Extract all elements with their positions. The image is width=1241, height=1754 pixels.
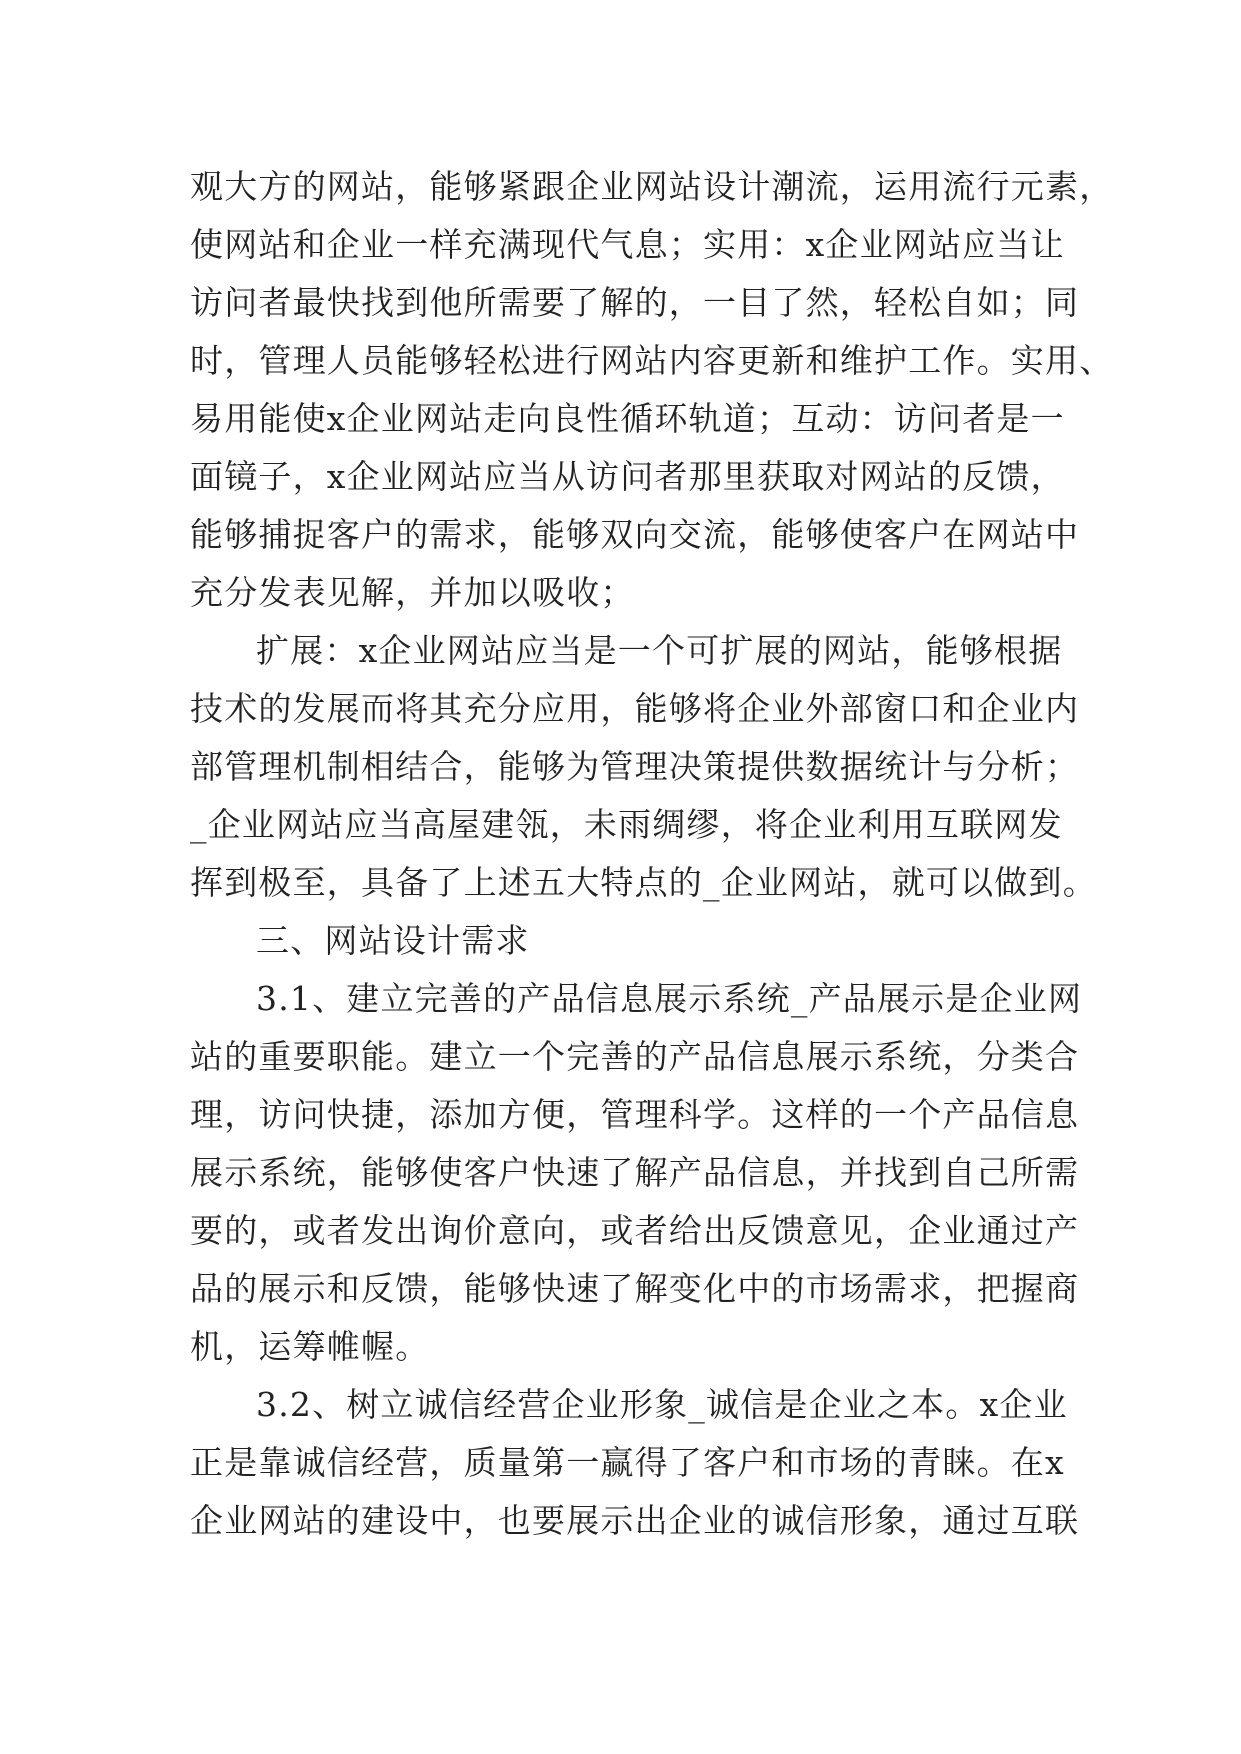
document-body: [190, 158, 1114, 1550]
text-line: 站的重要职能。建立一个完善的产品信息展示系统，分类合: [190, 1037, 1080, 1076]
text-line-paragraph-start: 3.1、建立完善的产品信息展示系统_产品展示是企业网: [256, 979, 1083, 1018]
text-line: 易用能使x企业网站走向良性循环轨道；互动：访问者是一: [190, 399, 1065, 438]
section-heading: 三、网站设计需求: [256, 921, 530, 960]
text-line: 理，访问快捷，添加方便，管理科学。这样的一个产品信息: [190, 1095, 1080, 1134]
text-line: 观大方的网站，能够紧跟企业网站设计潮流，运用流行元素，: [190, 167, 1114, 206]
text-line: 企业网站的建设中，也要展示出企业的诚信形象，通过互联: [190, 1501, 1080, 1540]
text-line-paragraph-start: 3.2、树立诚信经营企业形象_诚信是企业之本。x企业: [256, 1385, 1068, 1424]
text-line: 品的展示和反馈，能够快速了解变化中的市场需求，把握商: [190, 1269, 1080, 1308]
text-line: 要的，或者发出询价意向，或者给出反馈意见，企业通过产: [190, 1211, 1080, 1250]
text-line: _企业网站应当高屋建瓴，未雨绸缪，将企业利用互联网发: [190, 805, 1063, 844]
text-line: 技术的发展而将其充分应用，能够将企业外部窗口和企业内: [190, 689, 1080, 728]
text-line: 机，运筹帷幄。: [190, 1327, 430, 1366]
text-line: 访问者最快找到他所需要了解的，一目了然，轻松自如；同: [190, 283, 1080, 322]
text-line: 展示系统，能够使客户快速了解产品信息，并找到自己所需: [190, 1153, 1080, 1192]
text-line: 使网站和企业一样充满现代气息；实用：x企业网站应当让: [190, 225, 1065, 264]
text-line-paragraph-start: 扩展：x企业网站应当是一个可扩展的网站，能够根据: [256, 631, 1063, 670]
text-line: 面镜子，x企业网站应当从访问者那里获取对网站的反馈，: [190, 457, 1065, 496]
text-line: 部管理机制相结合，能够为管理决策提供数据统计与分析；: [190, 747, 1080, 786]
text-line: 能够捕捉客户的需求，能够双向交流，能够使客户在网站中: [190, 515, 1080, 554]
text-line: 时，管理人员能够轻松进行网站内容更新和维护工作。实用、: [190, 341, 1114, 380]
text-line: 充分发表见解，并加以吸收；: [190, 573, 635, 612]
text-line: 挥到极至，具备了上述五大特点的_企业网站，就可以做到。: [190, 863, 1097, 902]
text-line: 正是靠诚信经营，质量第一赢得了客户和市场的青睐。在x: [190, 1443, 1065, 1482]
